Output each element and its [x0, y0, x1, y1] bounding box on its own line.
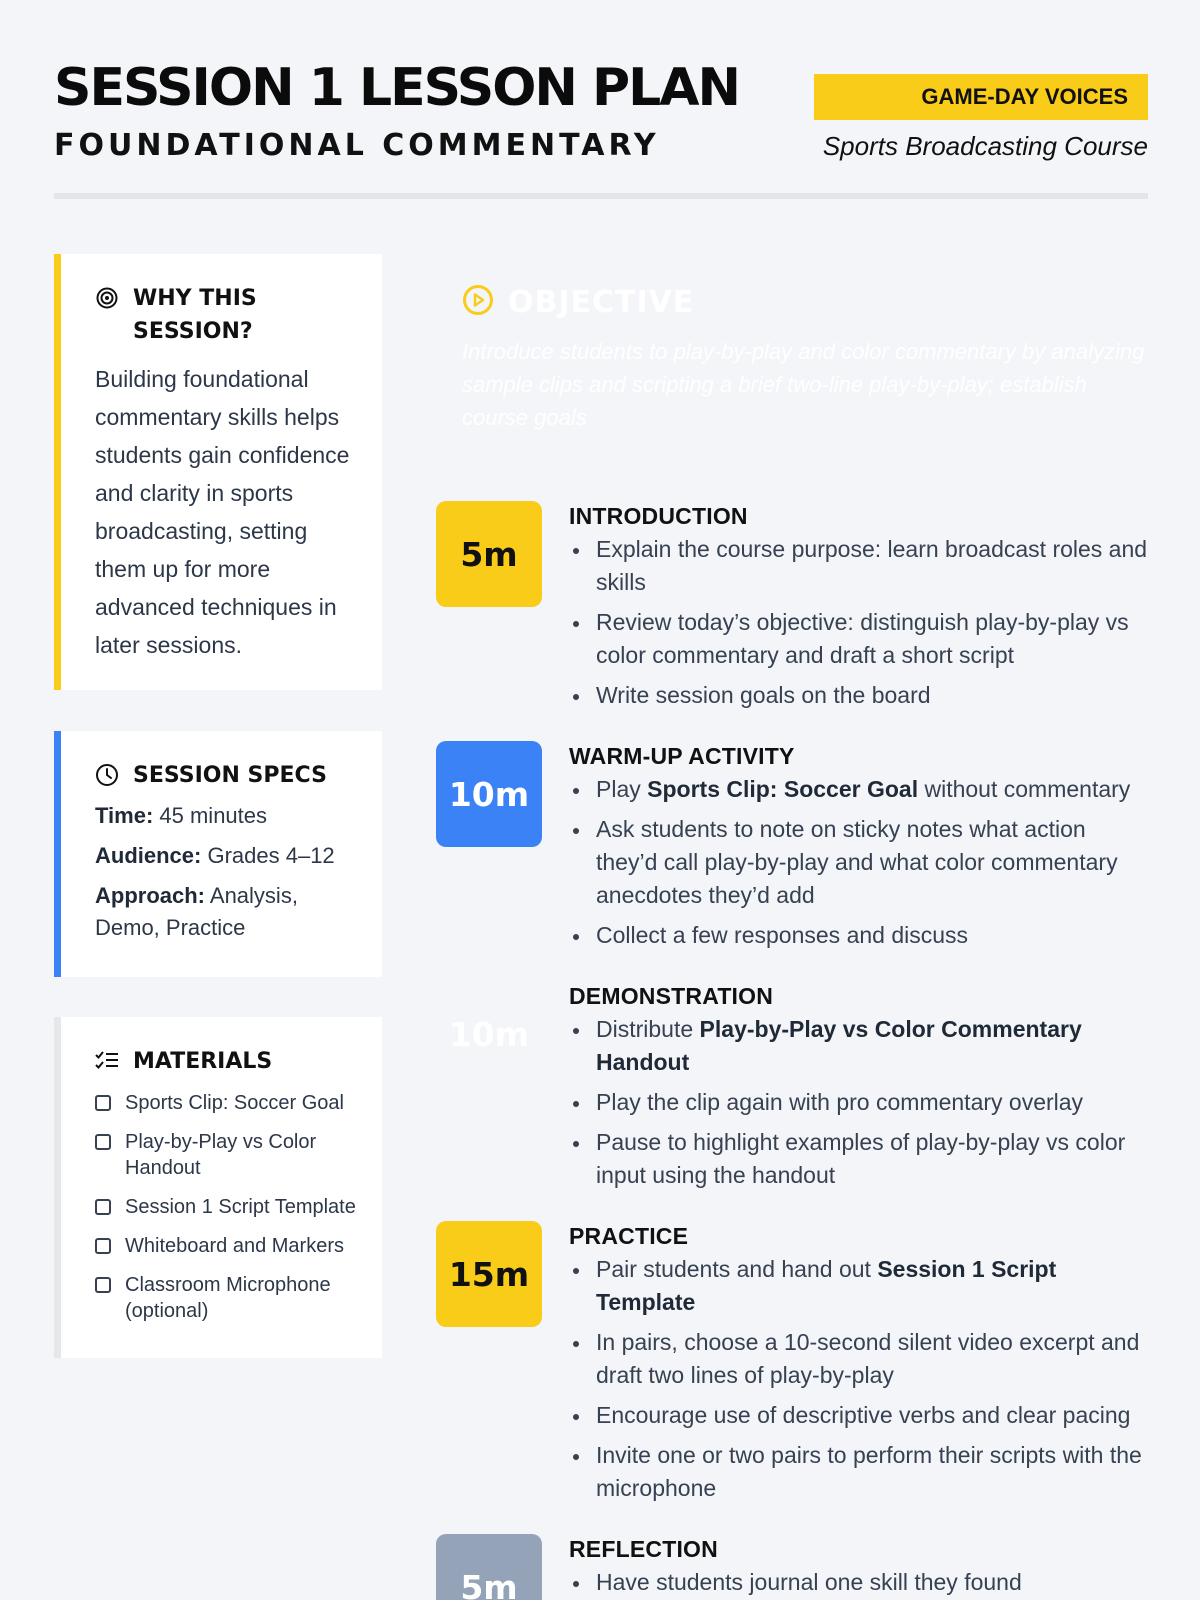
- step-title: PRACTICE: [569, 1223, 689, 1249]
- objective-title: OBJECTIVE: [508, 285, 695, 320]
- bullet-item: Play the clip again with pro commentary overlay: [569, 1086, 1149, 1119]
- bullet-item: In pairs, choose a 10-second silent video excerpt and draft two lines of play-by-play: [569, 1326, 1149, 1392]
- material-label: Play-by-Play vs Color Handout: [125, 1131, 317, 1179]
- materials-card: [54, 1017, 382, 1358]
- spec-audience: [95, 840, 356, 872]
- header-divider: [54, 193, 1148, 199]
- checkbox[interactable]: [95, 1199, 111, 1215]
- step-bullets: [569, 1013, 1149, 1192]
- bullet-item: Play Sports Clip: Soccer Goal without commentary: [569, 773, 1149, 806]
- spec-time: [95, 800, 356, 832]
- spec-approach-value: Analysis, Demo, Practice: [95, 883, 298, 940]
- bullet-item: Collect a few responses and discuss: [569, 919, 1149, 952]
- bullet-item: Encourage use of descriptive verbs and clear pacing: [569, 1399, 1149, 1432]
- checkbox[interactable]: [95, 1095, 111, 1111]
- series-badge: GAME-DAY VOICES: [814, 74, 1148, 120]
- step-title: INTRODUCTION: [569, 503, 748, 529]
- bullet-item: Have students journal one skill they found: [569, 1566, 1149, 1599]
- checkbox[interactable]: [95, 1238, 111, 1254]
- session-specs-card: [54, 731, 382, 977]
- step-bullets: [569, 1253, 1149, 1505]
- bullet-item: Invite one or two pairs to perform their scripts with the microphone: [569, 1439, 1149, 1505]
- material-label: Sports Clip: Soccer Goal: [125, 1092, 344, 1114]
- material-item[interactable]: [95, 1129, 356, 1181]
- clock-icon: [95, 763, 119, 787]
- bullet-item: Write session goals on the board: [569, 679, 1149, 712]
- bullet-item: Review today’s objective: distinguish play-by-play vs color commentary and draft a short script: [569, 606, 1149, 672]
- checkbox[interactable]: [95, 1277, 111, 1293]
- target-icon: [95, 286, 119, 310]
- page-header: [54, 56, 1148, 176]
- step-title: DEMONSTRATION: [569, 983, 774, 1009]
- spec-approach-label: Approach:: [95, 883, 205, 908]
- bullet-item: Pair students and hand out Session 1 Script Template: [569, 1253, 1149, 1319]
- spec-time-label: Time:: [95, 803, 154, 828]
- spec-audience-value: Grades 4–12: [201, 843, 335, 868]
- duration-badge: 10m: [436, 741, 542, 847]
- bullet-item: Ask students to note on sticky notes what action they’d call play-by-play and what color commentary anecdotes they’d add: [569, 813, 1149, 912]
- duration-badge: 10m: [448, 1014, 530, 1054]
- page-title: SESSION 1 LESSON PLAN: [54, 58, 740, 118]
- materials-list: [95, 1090, 356, 1324]
- checkbox[interactable]: [95, 1134, 111, 1150]
- course-name: Sports Broadcasting Course: [822, 131, 1148, 161]
- checklist-icon: [95, 1049, 119, 1073]
- bullet-item: Pause to highlight examples of play-by-play vs color input using the handout: [569, 1126, 1149, 1192]
- step-bullets: [569, 533, 1149, 712]
- specs-title: SESSION SPECS: [133, 763, 327, 788]
- objective-text: Introduce students to play-by-play and color commentary by analyzing sample clips and scripting a brief two-line play-by-play; establish course goals: [462, 339, 1145, 430]
- spec-time-value: 45 minutes: [153, 803, 268, 828]
- bullet-item: Explain the course purpose: learn broadcast roles and skills: [569, 533, 1149, 599]
- duration-badge: 5m: [436, 1534, 542, 1600]
- why-text: Building foundational commentary skills helps students gain confidence and clarity in sports broadcasting, setting them up for more advanced techniques in later sessions.: [95, 366, 350, 658]
- duration-badge: 15m: [436, 1221, 542, 1327]
- step-bullets: [569, 773, 1149, 952]
- objective-section: [462, 284, 1148, 434]
- step-bullets: [569, 1566, 1149, 1599]
- material-item[interactable]: [95, 1233, 356, 1259]
- material-item[interactable]: [95, 1272, 356, 1324]
- why-title: WHY THIS SESSION?: [133, 286, 257, 344]
- material-label: Session 1 Script Template: [125, 1196, 356, 1218]
- spec-approach: [95, 880, 356, 944]
- play-circle-icon: [462, 284, 494, 321]
- material-label: Classroom Microphone (optional): [125, 1274, 331, 1322]
- page-subtitle: FOUNDATIONAL COMMENTARY: [54, 128, 660, 163]
- material-item[interactable]: [95, 1194, 356, 1220]
- bullet-item: Distribute Play-by-Play vs Color Commentary Handout: [569, 1013, 1149, 1079]
- step-title: WARM-UP ACTIVITY: [569, 743, 795, 769]
- step-title: REFLECTION: [569, 1536, 718, 1562]
- spec-audience-label: Audience:: [95, 843, 202, 868]
- material-label: Whiteboard and Markers: [125, 1235, 344, 1257]
- duration-badge: 5m: [436, 501, 542, 607]
- why-card: [54, 254, 382, 690]
- materials-title: MATERIALS: [133, 1049, 273, 1074]
- material-item[interactable]: [95, 1090, 356, 1116]
